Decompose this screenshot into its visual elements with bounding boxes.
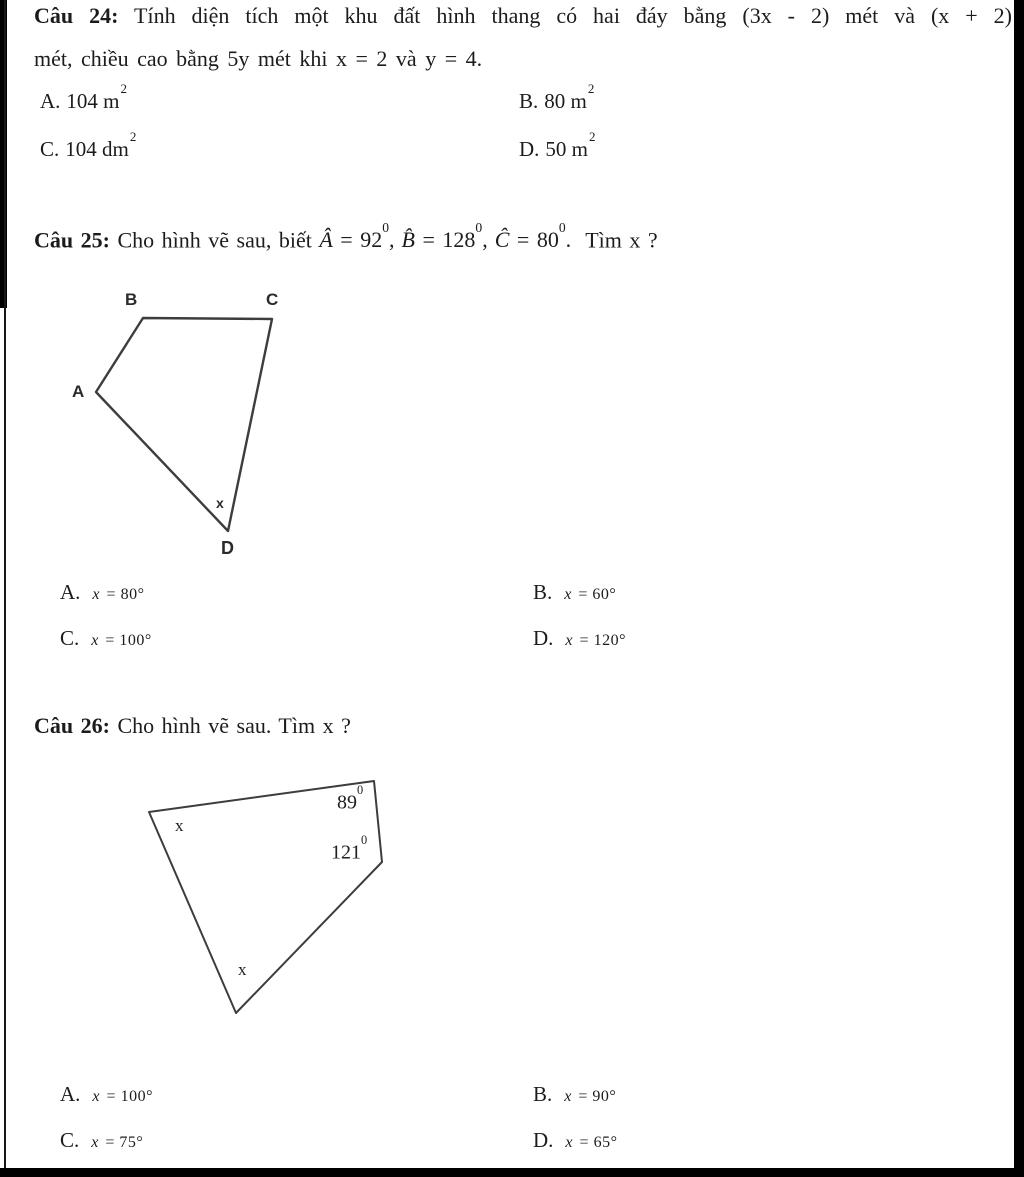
degree-superscript: 0 xyxy=(475,219,483,235)
option-value: 90 xyxy=(592,1088,610,1105)
option-value: 60 xyxy=(592,586,610,603)
question-24-option-c xyxy=(40,128,137,162)
question-25-outro: Tìm x ? xyxy=(585,227,658,253)
angle-b-name: B̂ xyxy=(401,227,415,253)
equals-sign: = xyxy=(578,586,588,603)
option-value: 120 xyxy=(593,632,620,649)
angle-89-value: 89 xyxy=(337,791,357,814)
option-value: 104 dm xyxy=(65,137,129,161)
angle-c-value: 80 xyxy=(536,227,559,253)
question-24-text-line-1 xyxy=(34,2,1012,30)
question-26-option-d xyxy=(533,1128,617,1153)
question-25-option-c xyxy=(60,626,152,651)
equals-sign: = xyxy=(105,632,115,649)
option-letter: D. xyxy=(533,626,554,650)
separator: , xyxy=(389,227,395,253)
option-letter: B. xyxy=(519,89,539,113)
option-value: 100 xyxy=(120,1088,147,1105)
degree-superscript: 0 xyxy=(382,219,390,235)
angle-b-value: 128 xyxy=(442,227,476,253)
option-equation xyxy=(91,1134,143,1151)
option-equation xyxy=(564,1088,616,1105)
variable-x: x xyxy=(92,1088,101,1105)
angle-c-name: Ĉ xyxy=(494,227,510,253)
equals-sign: = xyxy=(422,227,435,253)
angle-b-equation xyxy=(401,219,488,253)
degree-sign: ° xyxy=(619,632,626,649)
question-26-text xyxy=(34,712,351,740)
variable-x: x xyxy=(564,586,572,603)
option-value: 104 m xyxy=(66,89,120,113)
option-letter: D. xyxy=(519,137,540,161)
angle-x-bottom-label: x xyxy=(238,960,247,979)
angle-a-name: Â xyxy=(319,227,333,253)
degree-superscript: 0 xyxy=(361,833,368,848)
option-letter: C. xyxy=(40,137,60,161)
angle-x-top-label: x xyxy=(175,816,184,835)
option-equation xyxy=(92,586,144,603)
option-value-superscript: 2 xyxy=(129,128,137,144)
option-letter: A. xyxy=(60,1082,81,1106)
degree-sign: ° xyxy=(136,1134,144,1151)
variable-x: x xyxy=(91,632,99,649)
question-25-option-b xyxy=(533,580,616,605)
equals-sign: = xyxy=(579,632,590,649)
question-25-intro: Cho hình vẽ sau, biết xyxy=(117,227,312,253)
angle-121-label xyxy=(331,833,368,864)
option-value-superscript: 2 xyxy=(587,80,595,96)
angle-a-equation xyxy=(319,219,395,253)
equals-sign: = xyxy=(579,1134,590,1151)
degree-sign: ° xyxy=(144,632,152,649)
degree-superscript: 0 xyxy=(558,219,566,235)
degree-sign: ° xyxy=(146,1088,153,1105)
degree-sign: ° xyxy=(609,586,617,603)
variable-x: x xyxy=(92,586,101,603)
quadrilateral-xx-figure xyxy=(130,770,400,1025)
option-letter: D. xyxy=(533,1128,554,1152)
degree-sign: ° xyxy=(610,1134,618,1151)
question-24-body-1: Tính diện tích một khu đất hình thang có hai đáy bằng (3x - 2) mét và (x + 2) xyxy=(134,3,1012,28)
option-value: 50 m xyxy=(545,137,589,161)
equals-sign: = xyxy=(106,586,117,603)
angle-a-value: 92 xyxy=(360,227,383,253)
question-26-label: Câu 26: xyxy=(34,713,110,738)
equals-sign: = xyxy=(516,227,530,253)
question-26-option-a xyxy=(60,1082,153,1107)
separator: . xyxy=(565,227,572,253)
option-equation xyxy=(564,586,616,603)
option-letter: A. xyxy=(60,580,81,604)
option-value-superscript: 2 xyxy=(120,80,128,96)
option-equation xyxy=(92,1088,153,1105)
angle-c-equation xyxy=(494,219,572,253)
option-value: 100 xyxy=(119,632,145,649)
equals-sign: = xyxy=(340,227,353,253)
angle-89-label xyxy=(337,783,364,814)
separator: , xyxy=(482,227,488,253)
page-edge-right-bar xyxy=(1014,0,1024,1177)
degree-sign: ° xyxy=(609,1088,617,1105)
option-letter: B. xyxy=(533,1082,553,1106)
equals-sign: = xyxy=(105,1134,115,1151)
question-24-label: Câu 24: xyxy=(34,3,119,28)
option-letter: C. xyxy=(60,1128,80,1152)
question-24-option-d xyxy=(519,128,596,162)
option-equation xyxy=(565,632,626,649)
angle-x-label: x xyxy=(216,495,224,511)
option-equation xyxy=(565,1134,617,1151)
option-value: 65 xyxy=(593,1134,611,1151)
page-edge-left-line xyxy=(4,0,6,1177)
question-24-text-line-2: mét, chiều cao bằng 5y mét khi x = 2 và y = 4. xyxy=(34,46,483,71)
question-26-option-c xyxy=(60,1128,143,1153)
degree-sign: ° xyxy=(137,586,145,603)
variable-x: x xyxy=(565,632,574,649)
page-edge-bottom-bar xyxy=(0,1168,1024,1177)
option-equation xyxy=(91,632,152,649)
question-24-option-b xyxy=(519,80,595,114)
option-letter: A. xyxy=(40,89,61,113)
vertex-label-d: D xyxy=(221,538,234,558)
vertex-label-b: B xyxy=(125,290,138,309)
vertex-label-a: A xyxy=(72,382,85,401)
question-26-body: Cho hình vẽ sau. Tìm x ? xyxy=(117,713,351,738)
option-letter: C. xyxy=(60,626,80,650)
option-value-superscript: 2 xyxy=(589,128,596,144)
degree-superscript: 0 xyxy=(357,783,364,798)
variable-x: x xyxy=(91,1134,99,1151)
equals-sign: = xyxy=(106,1088,117,1105)
question-25-option-a xyxy=(60,580,144,605)
option-value: 80 xyxy=(120,586,138,603)
quadrilateral-abcd-shape xyxy=(60,280,300,565)
quadrilateral-abcd-outline xyxy=(96,318,272,531)
option-value: 80 m xyxy=(544,89,587,113)
question-24-option-a xyxy=(40,80,128,114)
question-25-label: Câu 25: xyxy=(34,227,110,253)
quadrilateral-abcd-figure xyxy=(60,280,300,565)
angle-121-value: 121 xyxy=(331,841,361,864)
question-25-option-d xyxy=(533,626,626,651)
equals-sign: = xyxy=(578,1088,588,1105)
question-25-text xyxy=(34,219,658,254)
variable-x: x xyxy=(565,1134,574,1151)
question-26-option-b xyxy=(533,1082,616,1107)
option-letter: B. xyxy=(533,580,553,604)
variable-x: x xyxy=(564,1088,572,1105)
vertex-label-c: C xyxy=(266,290,279,309)
option-value: 75 xyxy=(119,1134,137,1151)
